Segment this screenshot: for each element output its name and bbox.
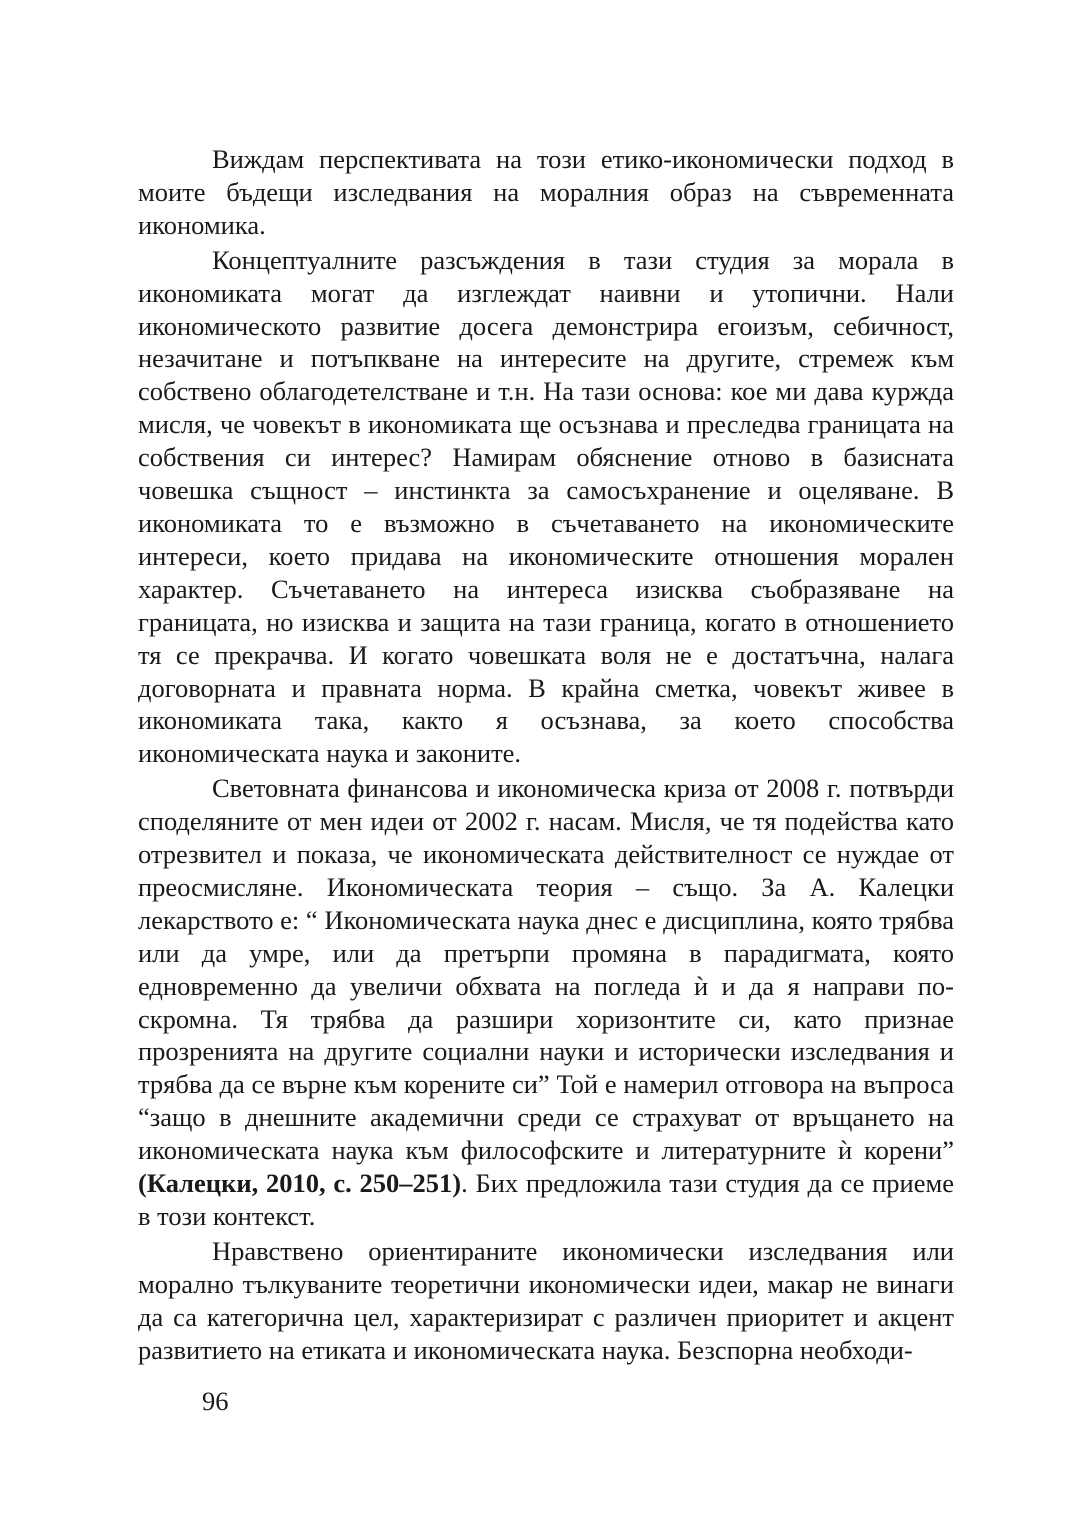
page-number: 96 bbox=[202, 1386, 229, 1416]
paragraph-4: Нравствено ориентираните икономически изследвания или морално тълкуваните теоретични икономически идеи, макар не винаги да са категорична цел, характеризират с различен приоритет и акцент развитието на етиката и икономическата наука. Безспорна необходи- bbox=[138, 1235, 954, 1365]
citation: (Калецки, 2010, с. 250–251) bbox=[138, 1168, 462, 1199]
paragraph-3-text-after: . Бих предложила тази студия да се приеме в този контекст. bbox=[138, 1168, 955, 1231]
paragraph-2: Концептуалните разсъждения в тази студия за морала в икономиката могат да изглеждат наивни и утопични. Нали икономическото развитие досега демонстрира егоизъм, себичност, незачитане и потъпкване на интересите на другите, стремеж към собствено облагодетелстване и т.н. На тази основа: кое ми дава куржда мисля, че човекът в икономиката ще осъзнава и преследва границата на собствения си интерес? Намирам обяснение отново в базисната човешка същност – инстинкта за самосъхранение и оцеляване. В икономиката то е възможно в съчетаването на икономическите интереси, което придава на икономическите отношения морален характер. Съчетаването на интереса изисква съобразяване на границата, но изисква и защита на тази граница, когато в отношението тя се прекрачва. И когато човешката воля не е достатъчна, налага договорната и правната норма. В крайна сметка, човекът живее в икономиката така, както я осъзнава, за което способства икономическата наука и законите. bbox=[138, 244, 954, 769]
paragraph-3 bbox=[138, 772, 954, 1233]
paragraph-3-text-before: Световната финансова и икономическа криза от 2008 г. потвърди споделяните от мен идеи от 2002 г. насам. Мисля, че тя подейства като отрезвител и показа, че икономическата действителност се нуждае от преосмисляне. Икономическата теория – също. За А. Калецки лекарството е: “ Икономическата наука днес е дисциплина, която трябва или да умре, или да претърпи промяна в парадигмата, която едновременно да увеличи обхвата на погледа ѝ и да я направи по-скромна. Тя трябва да разшири хоризонтите си, като признае прозренията на другите социални науки и исторически изследвания и трябва да се върне към корените си” Той е намерил отговора на въпроса “защо в днешните академични среди се страхуват от връщането на икономическата наука към философските и литературните ѝ корени” bbox=[138, 773, 954, 1166]
body-text bbox=[138, 143, 954, 1367]
paragraph-1: Виждам перспективата на този етико-икономически подход в моите бъдещи изследвания на моралния образ на съвременната икономика. bbox=[138, 144, 954, 240]
